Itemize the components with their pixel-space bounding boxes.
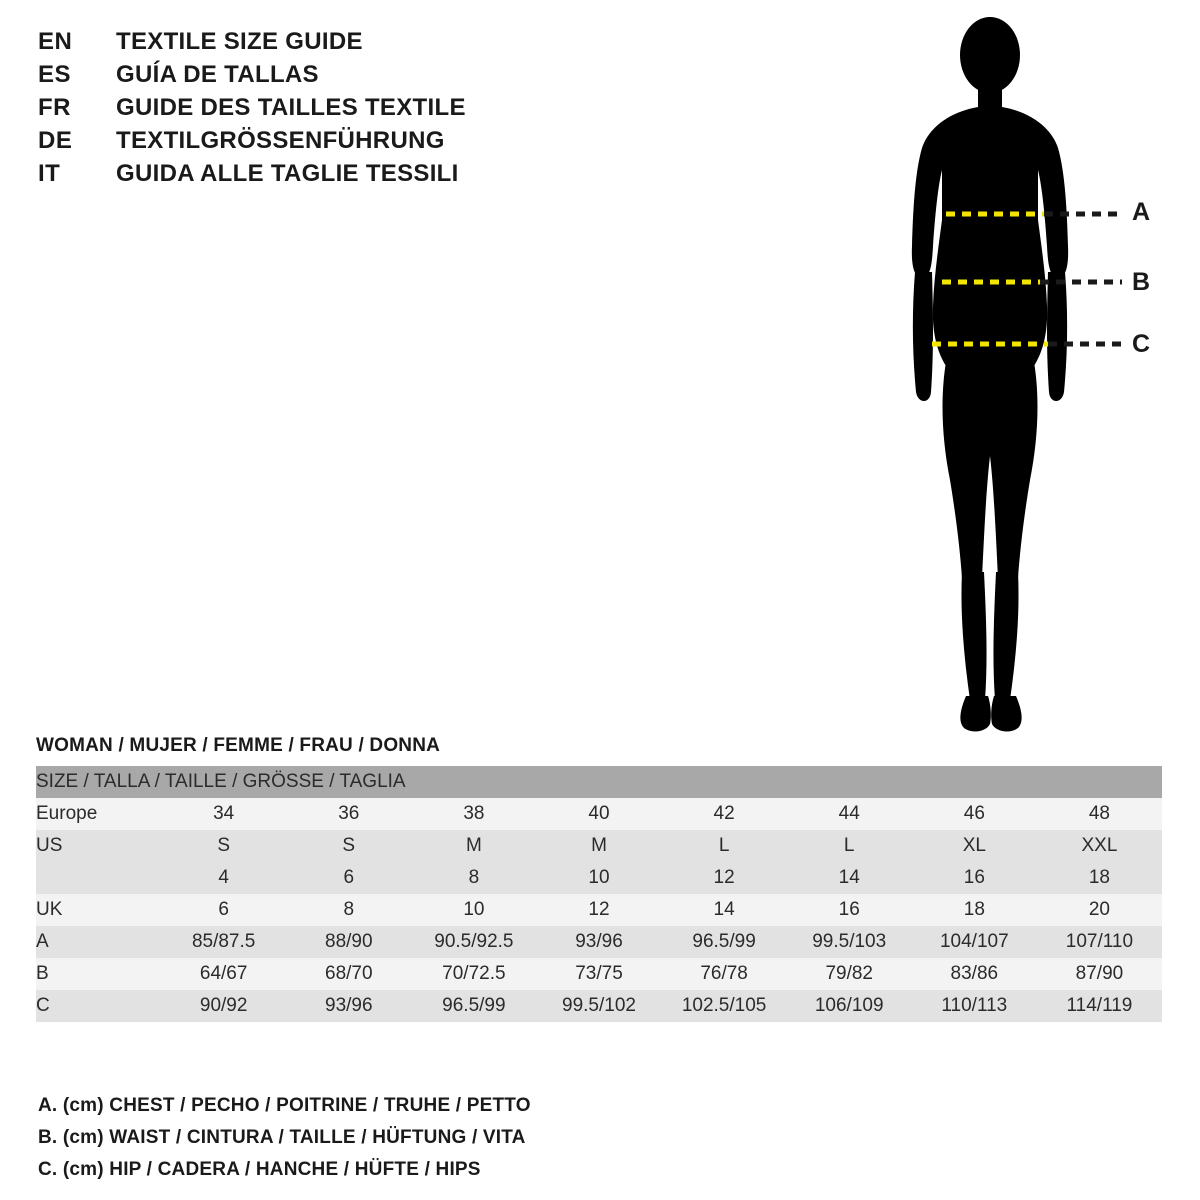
table-cell: 79/82 xyxy=(787,958,912,990)
table-row xyxy=(36,798,1162,830)
language-title: TEXTILE SIZE GUIDE xyxy=(116,28,363,55)
language-row xyxy=(38,94,558,127)
table-cell: 38 xyxy=(411,798,536,830)
language-row xyxy=(38,160,558,193)
marker-label-c: C xyxy=(1132,330,1151,358)
table-cell: 93/96 xyxy=(536,926,661,958)
language-row xyxy=(38,127,558,160)
size-table xyxy=(36,766,1162,1022)
table-cell: 18 xyxy=(1037,862,1162,894)
marker-label-b: B xyxy=(1132,268,1151,296)
language-title: GUÍA DE TALLAS xyxy=(116,61,319,88)
table-cell: S xyxy=(161,830,286,862)
table-cell: 68/70 xyxy=(286,958,411,990)
table-cell: M xyxy=(536,830,661,862)
table-cell: 87/90 xyxy=(1037,958,1162,990)
table-cell: 42 xyxy=(662,798,787,830)
table-row xyxy=(36,990,1162,1022)
table-cell: 16 xyxy=(787,894,912,926)
table-cell: 90.5/92.5 xyxy=(411,926,536,958)
table-cell: 4 xyxy=(161,862,286,894)
language-code: IT xyxy=(38,160,61,187)
row-label: B xyxy=(36,958,161,990)
table-cell: 99.5/102 xyxy=(536,990,661,1022)
row-label xyxy=(36,862,161,894)
table-header-cell: SIZE / TALLA / TAILLE / GRÖSSE / TAGLIA xyxy=(36,766,1162,798)
table-cell: 46 xyxy=(912,798,1037,830)
table-cell: S xyxy=(286,830,411,862)
table-cell: L xyxy=(787,830,912,862)
language-row xyxy=(38,61,558,94)
table-cell: 16 xyxy=(912,862,1037,894)
language-title: GUIDE DES TAILLES TEXTILE xyxy=(116,94,466,121)
woman-silhouette-icon xyxy=(860,10,1190,750)
marker-label-a: A xyxy=(1132,198,1151,226)
table-cell: 6 xyxy=(286,862,411,894)
table-cell: 73/75 xyxy=(536,958,661,990)
language-code: DE xyxy=(38,127,73,154)
table-cell: 40 xyxy=(536,798,661,830)
table-cell: 12 xyxy=(536,894,661,926)
table-cell: 34 xyxy=(161,798,286,830)
table-cell: 76/78 xyxy=(662,958,787,990)
table-cell: 6 xyxy=(161,894,286,926)
table-cell: 64/67 xyxy=(161,958,286,990)
table-cell: 110/113 xyxy=(912,990,1037,1022)
table-cell: 107/110 xyxy=(1037,926,1162,958)
footnote-hip: C. (cm) HIP / CADERA / HANCHE / HÜFTE / HIPS xyxy=(38,1159,481,1180)
table-cell: 96.5/99 xyxy=(411,990,536,1022)
footnote-chest: A. (cm) CHEST / PECHO / POITRINE / TRUHE / PETTO xyxy=(38,1095,531,1116)
table-cell: 44 xyxy=(787,798,912,830)
row-label: C xyxy=(36,990,161,1022)
table-cell: 102.5/105 xyxy=(662,990,787,1022)
table-row xyxy=(36,830,1162,862)
table-header-row xyxy=(36,766,1162,798)
language-code: FR xyxy=(38,94,71,121)
table-caption: WOMAN / MUJER / FEMME / FRAU / DONNA xyxy=(36,735,441,756)
table-cell: M xyxy=(411,830,536,862)
table-cell: 114/119 xyxy=(1037,990,1162,1022)
table-cell: 99.5/103 xyxy=(787,926,912,958)
table-cell: 83/86 xyxy=(912,958,1037,990)
table-row xyxy=(36,894,1162,926)
table-cell: 8 xyxy=(411,862,536,894)
table-cell: 14 xyxy=(787,862,912,894)
table-cell: 85/87.5 xyxy=(161,926,286,958)
table-cell: 18 xyxy=(912,894,1037,926)
table-cell: 10 xyxy=(411,894,536,926)
measurement-figure xyxy=(860,10,1190,750)
table-cell: 104/107 xyxy=(912,926,1037,958)
table-cell: L xyxy=(662,830,787,862)
table-cell: 90/92 xyxy=(161,990,286,1022)
table-cell: 106/109 xyxy=(787,990,912,1022)
table-row xyxy=(36,862,1162,894)
table-cell: 70/72.5 xyxy=(411,958,536,990)
table-row xyxy=(36,958,1162,990)
row-label: Europe xyxy=(36,798,161,830)
table-cell: 12 xyxy=(662,862,787,894)
table-cell: 88/90 xyxy=(286,926,411,958)
table-cell: XXL xyxy=(1037,830,1162,862)
table-row xyxy=(36,926,1162,958)
footnotes-block xyxy=(38,1090,798,1186)
table-cell: 20 xyxy=(1037,894,1162,926)
row-label: UK xyxy=(36,894,161,926)
size-table-section xyxy=(36,735,1162,1022)
language-title: TEXTILGRÖSSENFÜHRUNG xyxy=(116,127,445,154)
footnote-waist: B. (cm) WAIST / CINTURA / TAILLE / HÜFTUNG / VITA xyxy=(38,1127,526,1148)
row-label: A xyxy=(36,926,161,958)
table-cell: 36 xyxy=(286,798,411,830)
language-code: EN xyxy=(38,28,73,55)
language-code: ES xyxy=(38,61,72,88)
language-header-block xyxy=(38,28,558,193)
language-title: GUIDA ALLE TAGLIE TESSILI xyxy=(116,160,459,187)
table-cell: 93/96 xyxy=(286,990,411,1022)
table-cell: XL xyxy=(912,830,1037,862)
table-cell: 96.5/99 xyxy=(662,926,787,958)
language-row xyxy=(38,28,558,61)
table-cell: 48 xyxy=(1037,798,1162,830)
table-cell: 8 xyxy=(286,894,411,926)
table-cell: 10 xyxy=(536,862,661,894)
table-cell: 14 xyxy=(662,894,787,926)
row-label: US xyxy=(36,830,161,862)
